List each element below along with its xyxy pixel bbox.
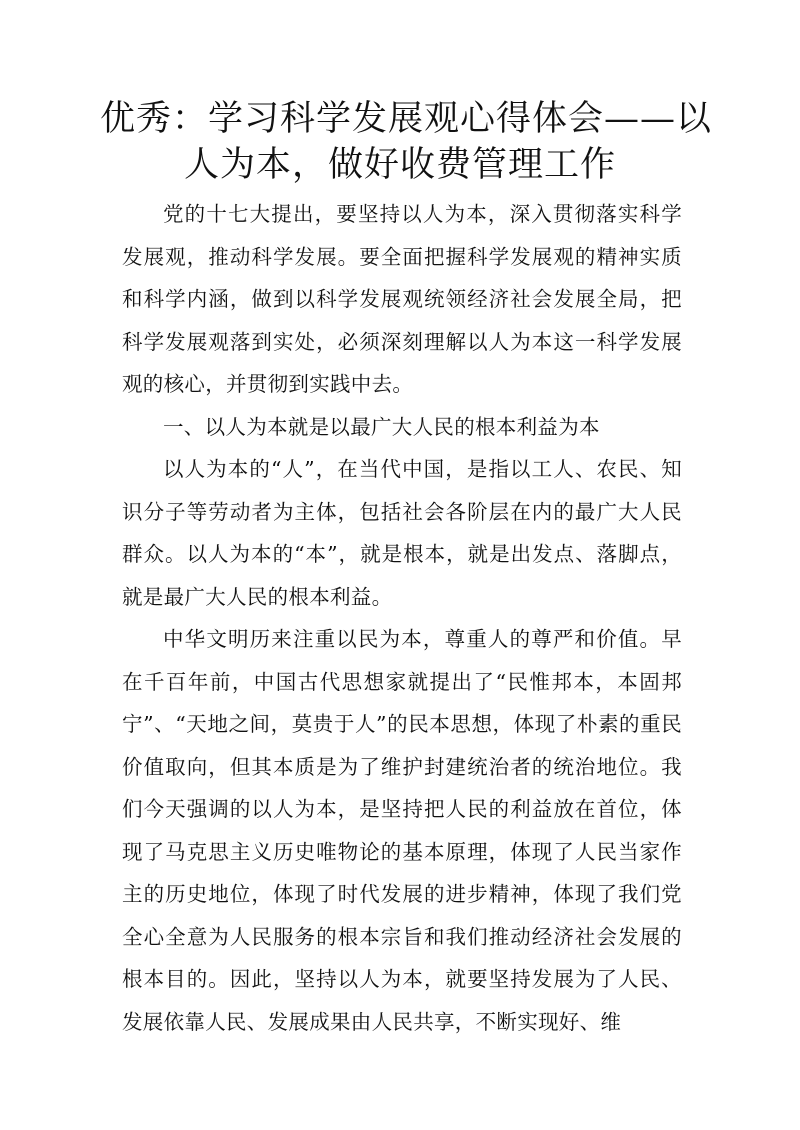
document-body — [122, 193, 682, 1043]
title-line-2: 人为本，做好收费管理工作 — [183, 145, 616, 185]
section-heading-1: 一、以人为本就是以最广大人民的根本利益为本 — [163, 414, 600, 439]
paragraph-intro: 党的十七大提出，要坚持以人为本，深入贯彻落实科学发展观，推动科学发展。要全面把握科学发展观的精神实质和科学内涵，做到以科学发展观统领经济社会发展全局，把科学发展观落到实处，必须深刻理解以人为本这一科学发展观的核心，并贯彻到实践中去。 — [122, 202, 682, 396]
title-line-1: 优秀：学习科学发展观心得体会——以 — [100, 99, 713, 139]
document-title — [100, 96, 713, 188]
paragraph-definition: 以人为本的“人”，在当代中国，是指以工人、农民、知识分子等劳动者为主体，包括社会各阶层在内的最广大人民群众。以人为本的“本”，就是根本，就是出发点、落脚点，就是最广大人民的根本利益。 — [122, 457, 682, 609]
paragraph-history: 中华文明历来注重以民为本，尊重人的尊严和价值。早在千百年前，中国古代思想家就提出了“民惟邦本，本固邦宁”、“天地之间，莫贵于人”的民本思想，体现了朴素的重民价值取向，但其本质是为了维护封建统治者的统治地位。我们今天强调的以人为本，是坚持把人民的利益放在首位，体现了马克思主义历史唯物论的基本原理，体现了人民当家作主的历史地位，体现了时代发展的进步精神，体现了我们党全心全意为人民服务的根本宗旨和我们推动经济社会发展的根本目的。因此，坚持以人为本，就要坚持发展为了人民、发展依靠人民、发展成果由人民共享，不断实现好、维 — [122, 627, 682, 1034]
